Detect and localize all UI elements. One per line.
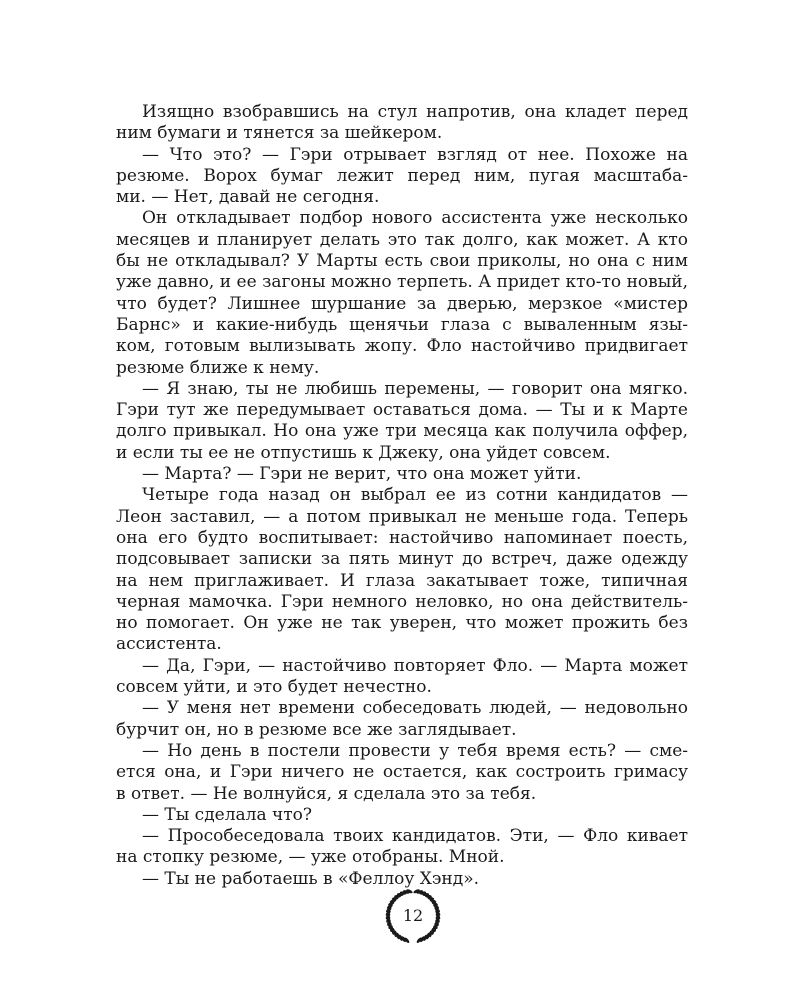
text-line: — Прособеседовала твоих кандидатов. Эти, — Фло кивает (142, 826, 688, 847)
text-line: Леон заставил, — а потом привыкал не меньше года. Теперь (116, 506, 688, 527)
text-line: уже давно, и ее загоны можно терпеть. А придет кто-то новый, (116, 272, 688, 293)
text-line: Изящно взобравшись на стул напротив, она кладет перед (142, 102, 688, 122)
text-line: на нем приглаживает. И глаза закатывает тоже, типичная (116, 570, 688, 591)
text-line: Он откладывает подбор нового ассистента уже несколько (142, 208, 688, 229)
text-line: Четыре года назад он выбрал ее из сотни кандидатов — (142, 485, 688, 506)
text-line: — Но день в постели провести у тебя время есть? — сме- (142, 740, 688, 761)
text-line: ется она, и Гэри ничего не остается, как состроить гримасу (116, 762, 688, 783)
text-line: бы не откладывал? У Марты есть свои приколы, но она с ним (116, 251, 688, 272)
text-line: в ответ. — Не волнуйся, я сделала это за тебя. (116, 783, 537, 804)
text-line: Барнс» и какие-нибудь щенячьи глаза с вываленным язы- (116, 314, 688, 335)
text-line: — Марта? — Гэри не верит, что она может уйти. (142, 464, 582, 485)
text-line: ком, готовым вылизывать жопу. Фло настойчиво придвигает (116, 336, 688, 357)
text-line: резюме ближе к нему. (116, 357, 320, 378)
text-line: Гэри тут же передумывает оставаться дома. — Ты и к Марте (116, 400, 688, 421)
body-text (116, 102, 688, 890)
text-line: — Да, Гэри, — настойчиво повторяет Фло. — Марта может (142, 655, 688, 676)
page-number-badge (382, 885, 444, 947)
text-line: — Ты не работаешь в «Феллоу Хэнд». (142, 868, 480, 889)
text-line: — Я знаю, ты не любишь перемены, — говорит она мягко. (142, 378, 688, 399)
text-line: черная мамочка. Гэри немного неловко, но она действитель- (116, 591, 688, 612)
text-line: бурчит он, но в резюме все же заглядывает. (116, 719, 517, 740)
text-line: и если ты ее не отпустишь к Джеку, она уйдет совсем. (116, 442, 611, 463)
text-line: она его будто воспитывает: настойчиво напоминает поесть, (116, 527, 688, 548)
text-line: — Что это? — Гэри отрывает взгляд от нее. Похоже на (142, 144, 688, 165)
text-line: ассистента. (116, 634, 222, 655)
text-line: — Ты сделала что? (142, 804, 312, 825)
text-line: что будет? Лишнее шуршание за дверью, мерзкое «мистер (116, 293, 688, 314)
page-number: 12 (402, 906, 424, 925)
text-line: подсовывает записки за пять минут до встреч, даже одежду (116, 549, 688, 570)
text-line: совсем уйти, и это будет нечестно. (116, 677, 432, 698)
text-line: ми. — Нет, давай не сегодня. (116, 187, 380, 208)
text-line: — У меня нет времени собеседовать людей, — недовольно (142, 698, 688, 719)
text-line: но помогает. Он уже не так уверен, что может прожить без (116, 613, 688, 634)
text-line: долго привыкал. Но она уже три месяца как получила оффер, (116, 421, 688, 442)
text-line: месяцев и планирует делать это так долго, как может. А кто (116, 229, 688, 250)
text-line: резюме. Ворох бумаг лежит перед ним, пугая масштаба- (116, 165, 688, 186)
text-line: на стопку резюме, — уже отобраны. Мной. (116, 847, 505, 868)
text-line: ним бумаги и тянется за шейкером. (116, 123, 443, 144)
